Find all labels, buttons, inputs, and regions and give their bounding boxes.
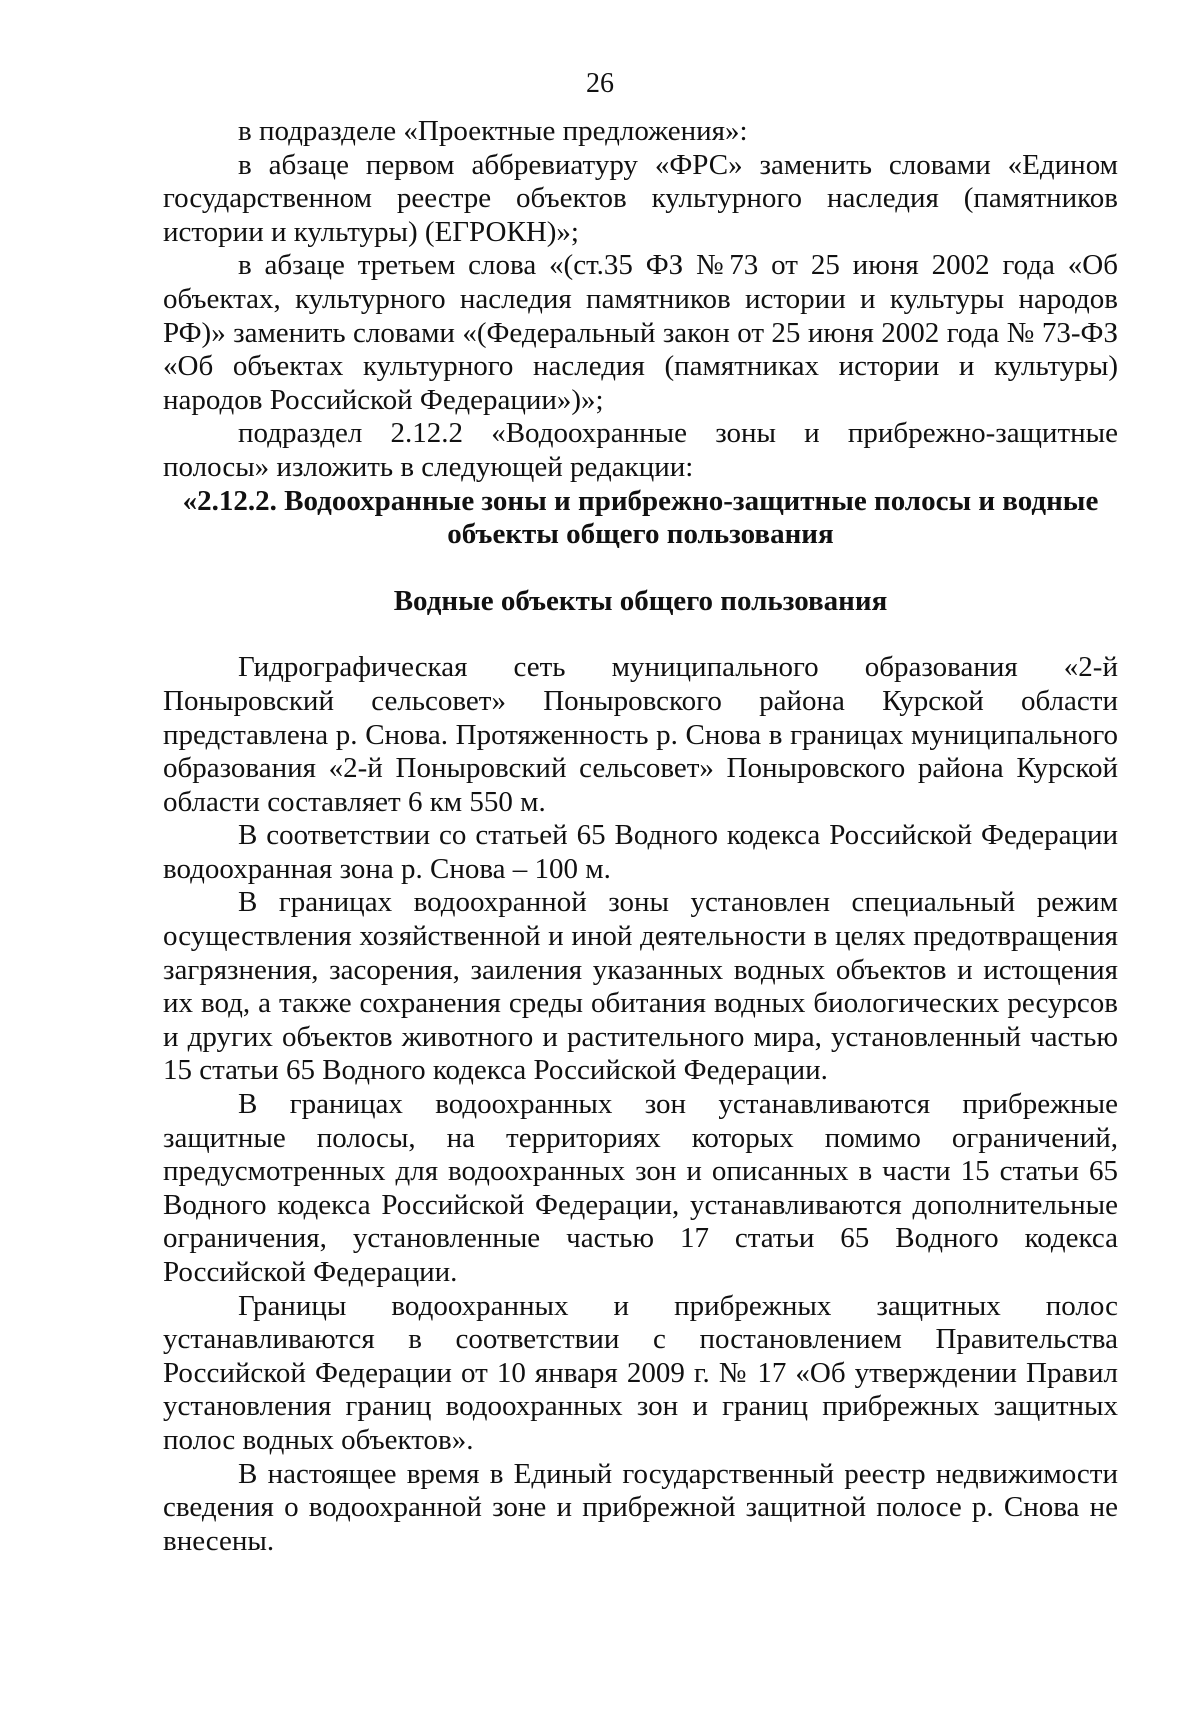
subsection-heading: Водные объекты общего пользования bbox=[393, 584, 888, 617]
paragraph: в абзаце третьем слова «(ст.35 ФЗ №73 от 25 июня 2002 года «Об объектах, культурного наследия памятников истории и культуры народов РФ)» заменить словами «(Федеральный закон от 25 июня 2002 года № 73-ФЗ «Об объектах культурного наследия (памятниках истории и культуры) народов Российской Федерации»)»; bbox=[163, 249, 1118, 416]
paragraph: В границах водоохранных зон устанавливаются прибрежные защитные полосы, на территориях которых помимо ограничений, предусмотренных для водоохранных зон и описанных в части 15 статьи 65 Водного кодекса Российской Федерации, устанавливаются дополнительные ограничения, установленные частью 17 статьи 65 Водного кодекса Российской Федерации. bbox=[163, 1088, 1118, 1288]
paragraph: в подразделе «Проектные предложения»: bbox=[238, 115, 748, 147]
page-number: 26 bbox=[586, 68, 614, 99]
paragraph: в абзаце первом аббревиатуру «ФРС» заменить словами «Едином государственном реестре объектов культурного наследия (памятников истории и культуры) (ЕГРОКН)»; bbox=[163, 148, 1118, 248]
paragraph: В настоящее время в Единый государственный реестр недвижимости сведения о водоохранной зоне и прибрежной защитной полосе р. Снова не внесены. bbox=[163, 1457, 1118, 1557]
paragraph: подраздел 2.12.2 «Водоохранные зоны и прибрежно-защитные полосы» изложить в следующей редакции: bbox=[163, 417, 1118, 483]
section-heading: «2.12.2. Водоохранные зоны и прибрежно-защитные полосы и водные объекты общего пользования bbox=[182, 484, 1099, 551]
paragraph: В границах водоохранной зоны установлен специальный режим осуществления хозяйственной и иной деятельности в целях предотвращения загрязнения, засорения, заиления указанных водных объектов и истощения их вод, а также сохранения среды обитания водных биологических ресурсов и других объектов животного и растительного мира, установленный частью 15 статьи 65 Водного кодекса Российской Федерации. bbox=[163, 886, 1118, 1087]
document-body bbox=[163, 115, 1118, 1558]
paragraph: В соответствии со статьей 65 Водного кодекса Российской Федерации водоохранная зона р. Снова – 100 м. bbox=[163, 819, 1118, 885]
paragraph: Гидрографическая сеть муниципального образования «2-й Поныровский сельсовет» Поныровского района Курской области представлена р. Снова. Протяженность р. Снова в границах муниципального образования «2-й Поныровский сельсовет» Поныровского района Курской области составляет 6 км 550 м. bbox=[163, 651, 1118, 818]
paragraph: Границы водоохранных и прибрежных защитных полос устанавливаются в соответствии с постановлением Правительства Российской Федерации от 10 января 2009 г. № 17 «Об утверждении Правил установления границ водоохранных зон и границ прибрежных защитных полос водных объектов». bbox=[163, 1289, 1118, 1456]
